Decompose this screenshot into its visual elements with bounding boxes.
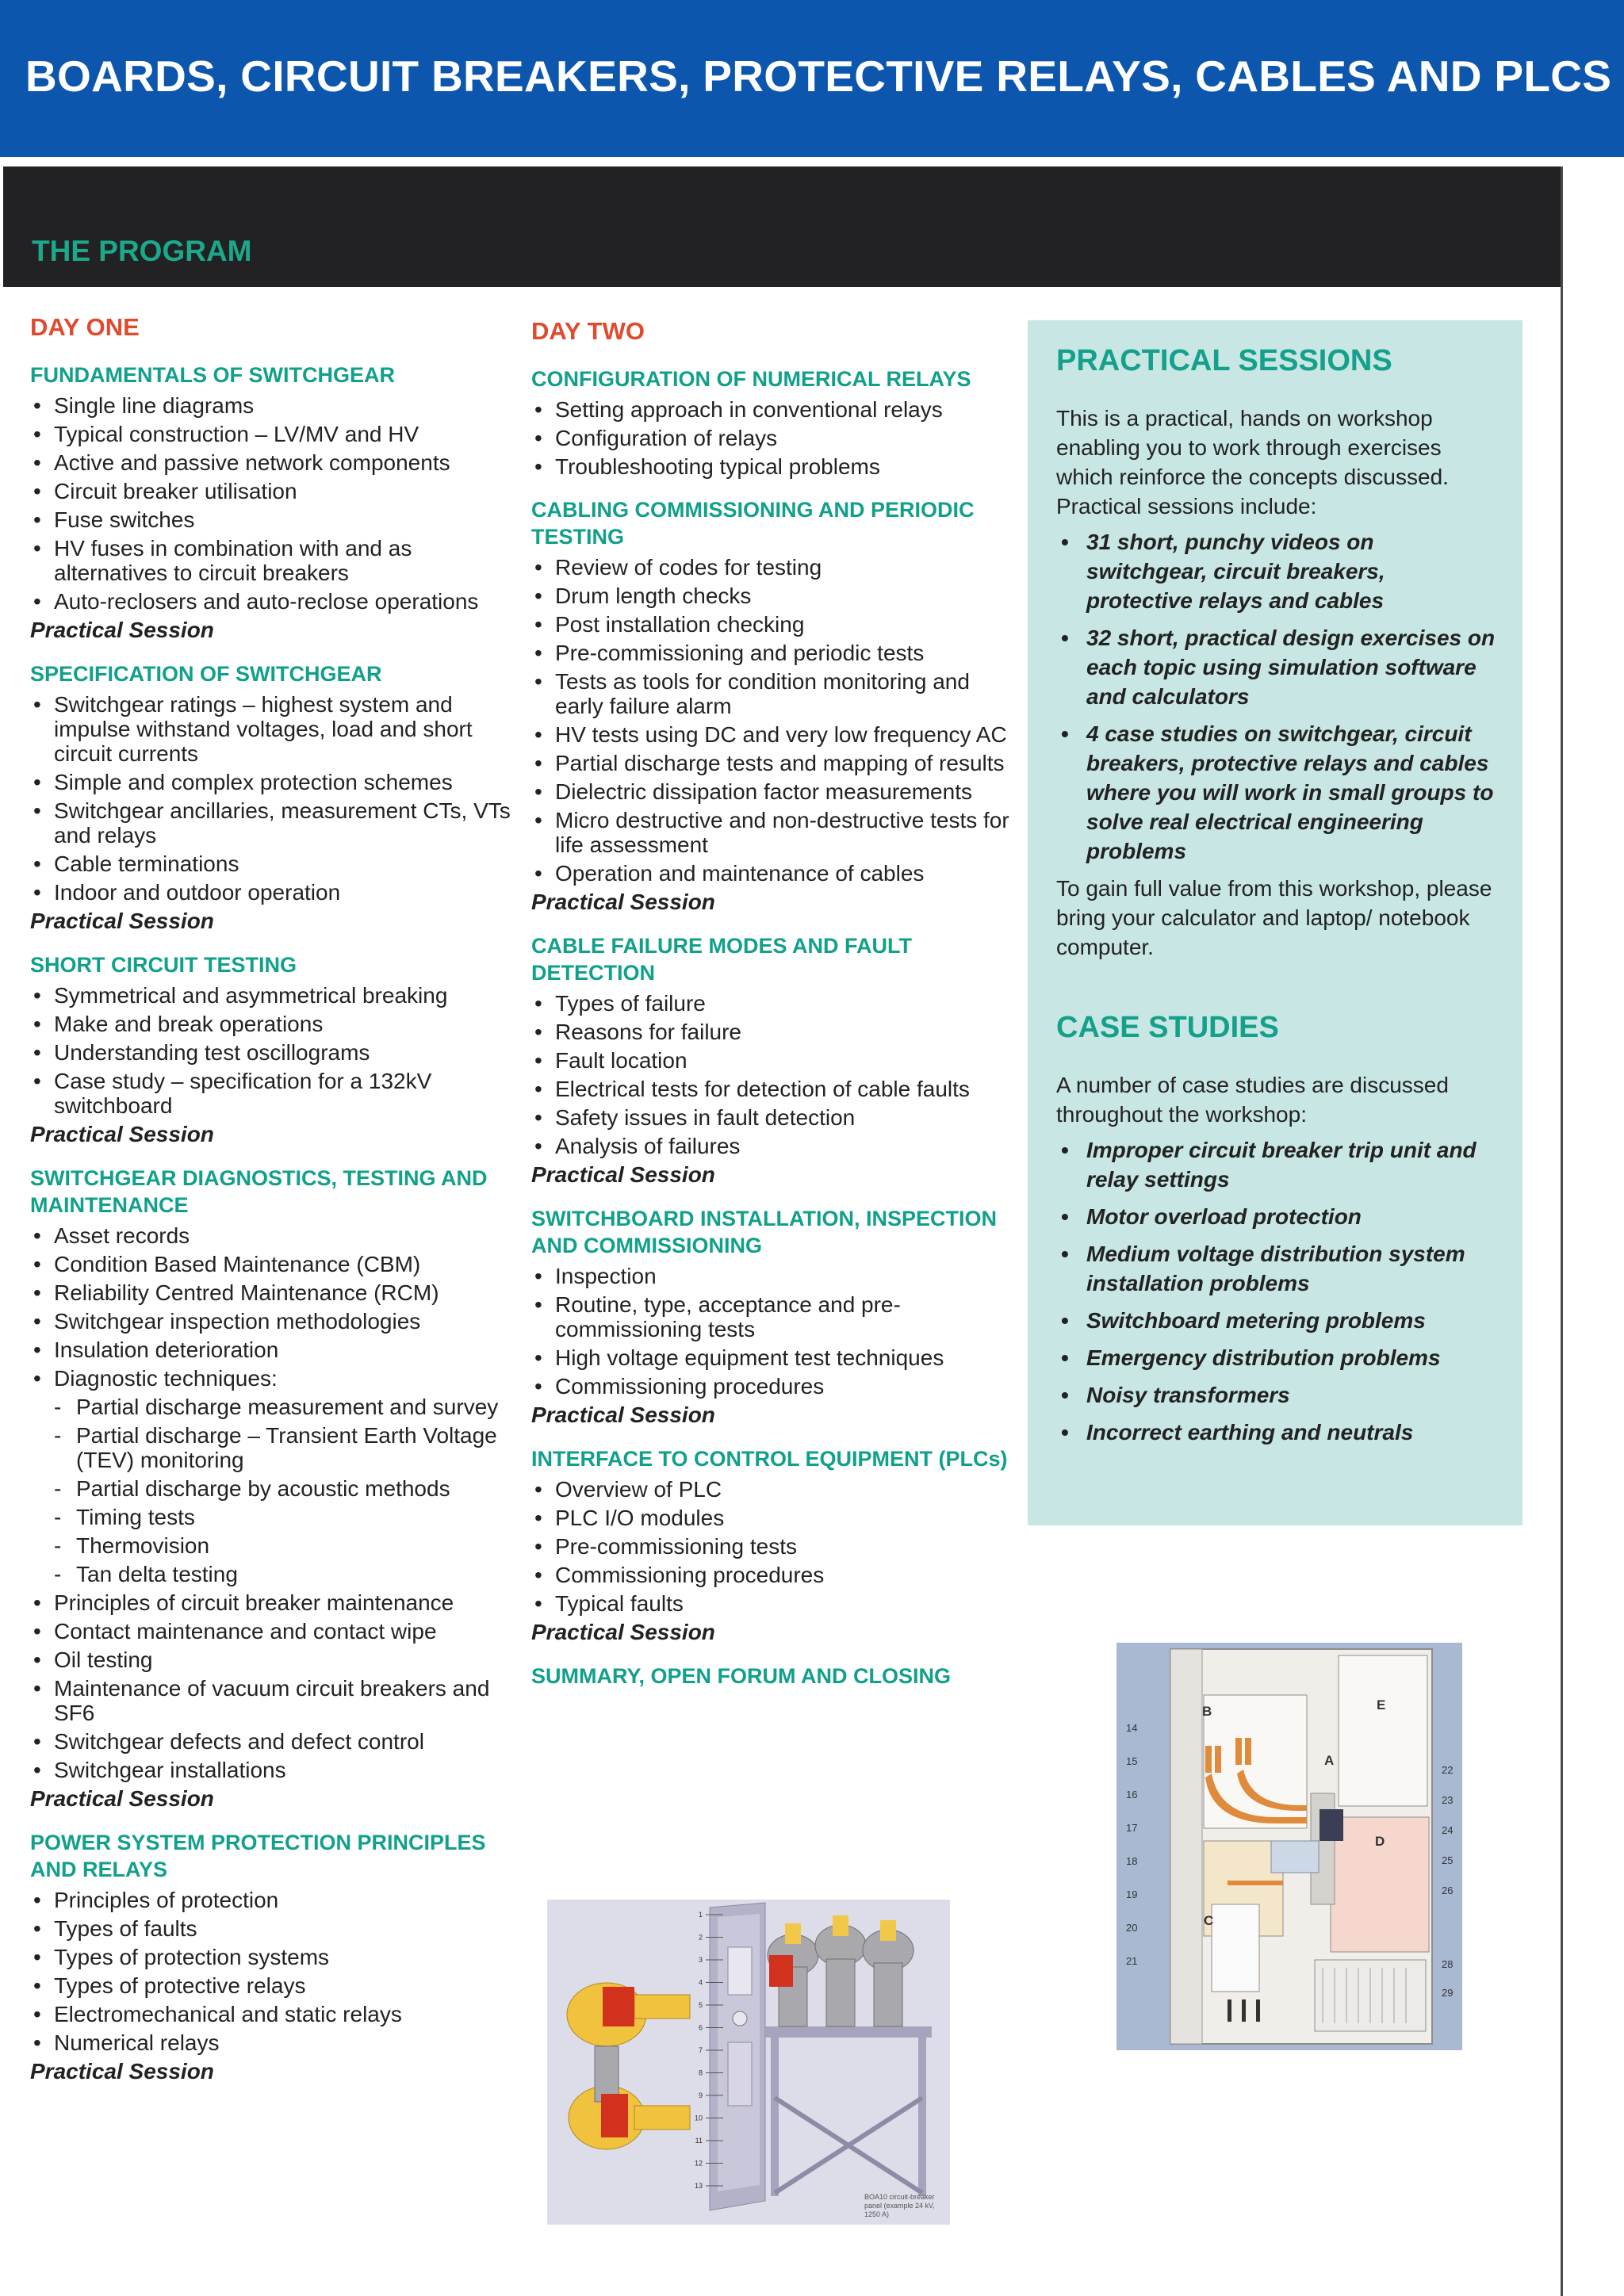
case-studies-intro: A number of case studies are discussed throughout the workshop: [1056,1073,1449,1127]
case-studies-list [1056,1135,1496,1447]
figure-callout-label: 7 [698,2046,703,2054]
topic-item: • Pre-commissioning and periodic tests [531,641,1011,665]
figure-zone-label: B [1202,1704,1212,1719]
topic-item: • Post installation checking [531,612,1011,637]
case-study-item: • Emergency distribution problems [1056,1343,1496,1372]
figure-callout-label: 2 [698,1933,703,1942]
program-section [531,932,1011,1188]
topic-list [531,1264,1011,1399]
topic-item: • Troubleshooting typical problems [531,454,1011,479]
topic-item: • Case study – specification for a 132kV switchboard [30,1069,522,1118]
topic-item: • Switchgear defects and defect control [30,1729,522,1754]
topic-list [30,393,522,614]
practical-sessions-box [1028,320,1522,1525]
topic-list [30,983,522,1118]
practical-session-item: • 4 case studies on switchgear, circuit breakers, protective relays and cables where you will work in small groups to solve real electrical engineering problems [1056,719,1496,866]
topic-item: • Reasons for failure [531,1020,1011,1044]
topic-list [30,1223,522,1782]
section-title: INTERFACE TO CONTROL EQUIPMENT (PLCs) [531,1447,1008,1471]
topic-item: • Commissioning procedures [531,1374,1011,1399]
figure-caption-line-2: panel (example 24 kV, [864,2202,935,2210]
figure-callout-label: 23 [1442,1794,1454,1806]
case-study-item: • Incorrect earthing and neutrals [1056,1418,1496,1447]
practical-session-label: Practical Session [531,1402,715,1427]
circuit-breaker-illustration [547,1900,950,2225]
topic-item: • Types of failure [531,991,1011,1016]
topic-item: • PLC I/O modules [531,1506,1011,1530]
figure-caption-line-1: BOA10 circuit-breaker [864,2193,935,2201]
figure-callout-label: 10 [694,2114,703,2122]
figure-callout-label: 21 [1126,1955,1138,1967]
topic-item: • Switchgear ancillaries, measurement CTs, VTs and relays [30,798,522,848]
case-study-item: • Noisy transformers [1056,1380,1496,1410]
day-two-column [531,317,1011,1707]
topic-item: • Condition Based Maintenance (CBM) [30,1252,522,1276]
topic-item: • Circuit breaker utilisation [30,479,522,503]
topic-item: • Safety issues in fault detection [531,1105,1011,1130]
figure-callout-label: 9 [698,2091,703,2099]
topic-item: • Partial discharge tests and mapping of results [531,751,1011,775]
figure-zone-label: E [1377,1697,1386,1712]
case-study-item: • Improper circuit breaker trip unit and relay settings [1056,1135,1496,1194]
topic-item: • Indoor and outdoor operation [30,880,522,905]
topic-item: • High voltage equipment test techniques [531,1345,1011,1370]
topic-item: • Fuse switches [30,507,522,532]
figure-callout-label: 28 [1442,1958,1454,1970]
sub-topic-item: - Thermovision [30,1533,522,1558]
sub-topic-item: - Partial discharge by acoustic methods [30,1476,522,1501]
day-two-title: DAY TWO [531,317,645,345]
topic-item: • Fault location [531,1048,1011,1073]
practical-session-label: Practical Session [531,890,715,914]
figure-callout-label: 22 [1442,1764,1454,1776]
topic-list [531,1477,1011,1616]
section-title: CABLING COMMISSIONING AND PERIODIC TESTING [531,498,975,549]
topic-item: • Switchgear ratings – highest system and impulse withstand voltages, load and short circuit currents [30,692,522,766]
section-title: SUMMARY, OPEN FORUM AND CLOSING [531,1664,952,1688]
figure-callout-label: 18 [1126,1855,1138,1867]
topic-item: • Commissioning procedures [531,1563,1011,1587]
figure-callout-label: 15 [1126,1755,1138,1767]
topic-item: • Types of faults [30,1916,522,1941]
figure-callout-label: 13 [694,2182,703,2190]
program-section [531,1445,1011,1645]
topic-list [30,692,522,905]
page-title: BOARDS, CIRCUIT BREAKERS, PROTECTIVE RELAYS, CABLES AND PLCS [25,52,1612,101]
section-title: SHORT CIRCUIT TESTING [30,953,297,977]
day-one-title: DAY ONE [30,313,140,341]
program-section [531,1663,1011,1689]
practical-sessions-intro: This is a practical, hands on workshop enabling you to work through exercises which reinforce the concepts discussed. Practical sessions include: [1056,406,1449,519]
case-study-item: • Switchboard metering problems [1056,1306,1496,1335]
topic-item: • Insulation deterioration [30,1337,522,1362]
topic-item: • Asset records [30,1223,522,1248]
topic-item: • Reliability Centred Maintenance (RCM) [30,1280,522,1305]
topic-item: • Typical construction – LV/MV and HV [30,422,522,446]
topic-list [531,397,1011,479]
figure-callout-label: 16 [1126,1789,1138,1800]
figure-callout-label: 25 [1442,1854,1454,1866]
topic-item: • Dielectric dissipation factor measurements [531,779,1011,804]
figure-zone-label: C [1204,1913,1214,1928]
figure-callout-label: 29 [1442,1987,1454,1999]
practical-sessions-list [1056,527,1496,866]
switchgear-cross-section-illustration [1116,1643,1462,2050]
program-section [531,496,1011,915]
program-section [30,951,522,1147]
program-section [531,1205,1011,1428]
topic-item: • Inspection [531,1264,1011,1288]
topic-list [30,1888,522,2055]
topic-item: • Auto-reclosers and auto-reclose operations [30,589,522,614]
right-divider [1561,166,1563,2296]
topic-item: • Operation and maintenance of cables [531,861,1011,886]
topic-item: • Switchgear installations [30,1758,522,1782]
sub-topic-item: - Tan delta testing [30,1562,522,1586]
practical-session-label: Practical Session [30,618,214,642]
case-study-item: • Medium voltage distribution system installation problems [1056,1239,1496,1298]
practical-session-item: • 31 short, punchy videos on switchgear, circuit breakers, protective relays and cables [1056,527,1496,615]
practical-session-label: Practical Session [30,1122,214,1146]
topic-item: • Understanding test oscillograms [30,1040,522,1065]
topic-item: • Active and passive network components [30,450,522,475]
practical-session-label: Practical Session [30,2059,214,2084]
topic-item: • Electrical tests for detection of cable faults [531,1077,1011,1101]
figure-callout-label: 11 [695,2137,703,2145]
figure-callout-label: 3 [698,1956,703,1964]
topic-item: • Symmetrical and asymmetrical breaking [30,983,522,1008]
program-section [30,660,522,934]
day-one-column [30,313,522,2102]
topic-item: • Numerical relays [30,2030,522,2055]
figure-callout-label: 5 [698,2001,703,2009]
switchgear-section-drawing [1116,1643,1462,2050]
program-section [30,1829,522,2084]
program-title: THE PROGRAM [32,235,252,267]
topic-item: • Oil testing [30,1647,522,1672]
practical-session-label: Practical Session [30,1786,214,1811]
topic-item: • Micro destructive and non-destructive tests for life assessment [531,808,1011,857]
topic-item: • HV tests using DC and very low frequency AC [531,722,1011,747]
figure-callout-label: 19 [1126,1888,1138,1900]
topic-item: • Drum length checks [531,584,1011,608]
section-title: SWITCHBOARD INSTALLATION, INSPECTION AND COMMISSIONING [531,1207,997,1257]
topic-item: • Types of protection systems [30,1945,522,1969]
practical-session-label: Practical Session [531,1620,715,1644]
figure-callout-label: 4 [698,1978,703,1987]
section-title: SPECIFICATION OF SWITCHGEAR [30,662,382,686]
figure-zone-label: D [1375,1834,1385,1849]
figure-callout-label: 12 [694,2159,703,2168]
practical-sessions-title: PRACTICAL SESSIONS [1056,344,1392,377]
section-title: CONFIGURATION OF NUMERICAL RELAYS [531,367,971,391]
practical-session-label: Practical Session [531,1162,715,1187]
topic-list [531,555,1011,886]
topic-item: • Make and break operations [30,1012,522,1036]
title-banner [0,0,1624,157]
topic-item: • HV fuses in combination with and as alternatives to circuit breakers [30,536,522,585]
program-section [30,1165,522,1812]
program-section [531,365,1011,479]
topic-item: • Contact maintenance and contact wipe [30,1619,522,1644]
figure-callout-label: 14 [1126,1722,1138,1734]
topic-item: • Types of protective relays [30,1973,522,1998]
practical-session-item: • 32 short, practical design exercises on each topic using simulation software and calculators [1056,623,1496,711]
topic-item: • Overview of PLC [531,1477,1011,1502]
topic-item: • Routine, type, acceptance and pre-commissioning tests [531,1292,1011,1341]
topic-list [531,991,1011,1158]
section-title: CABLE FAILURE MODES AND FAULT DETECTION [531,934,912,985]
topic-item: • Simple and complex protection schemes [30,770,522,794]
topic-item: • Cable terminations [30,851,522,876]
figure-callout-label: 1 [698,1911,703,1919]
topic-item: • Single line diagrams [30,393,522,418]
figure-callout-label: 26 [1442,1885,1454,1896]
topic-item: • Electromechanical and static relays [30,2002,522,2026]
sub-topic-item: - Timing tests [30,1505,522,1529]
topic-item: • Setting approach in conventional relays [531,397,1011,422]
section-title: FUNDAMENTALS OF SWITCHGEAR [30,363,395,387]
figure-callout-label: 6 [698,2023,703,2032]
program-section [30,362,522,643]
case-study-item: • Motor overload protection [1056,1202,1496,1231]
practical-session-label: Practical Session [30,909,214,933]
figure-callout-label: 20 [1126,1922,1138,1934]
section-title: SWITCHGEAR DIAGNOSTICS, TESTING AND MAINTENANCE [30,1166,488,1217]
sub-topic-item: - Partial discharge – Transient Earth Voltage (TEV) monitoring [30,1423,522,1472]
program-bar [3,166,1562,287]
figure-callout-label: 8 [698,2068,703,2077]
topic-item: • Tests as tools for condition monitoring and early failure alarm [531,669,1011,718]
topic-item: • Analysis of failures [531,1134,1011,1158]
practical-sessions-outro: To gain full value from this workshop, please bring your calculator and laptop/ notebook computer. [1056,876,1492,959]
figure-callout-label: 17 [1126,1822,1138,1834]
figure-zone-label: A [1324,1753,1335,1768]
topic-item: • Review of codes for testing [531,555,1011,580]
case-studies-title: CASE STUDIES [1056,1011,1279,1044]
circuit-breaker-drawing [547,1900,950,2225]
topic-item: • Pre-commissioning tests [531,1534,1011,1559]
section-title: POWER SYSTEM PROTECTION PRINCIPLES AND RELAYS [30,1831,486,1881]
topic-item: • Maintenance of vacuum circuit breakers and SF6 [30,1676,522,1725]
topic-item: • Principles of protection [30,1888,522,1912]
topic-item: • Switchgear inspection methodologies [30,1309,522,1334]
topic-item: • Typical faults [531,1591,1011,1616]
topic-item: • Diagnostic techniques: [30,1366,522,1391]
topic-item: • Configuration of relays [531,426,1011,450]
figure-callout-label: 24 [1442,1824,1454,1836]
figure-caption-line-3: 1250 A) [864,2210,890,2218]
sub-topic-item: - Partial discharge measurement and survey [30,1395,522,1419]
topic-item: • Principles of circuit breaker maintenance [30,1590,522,1615]
